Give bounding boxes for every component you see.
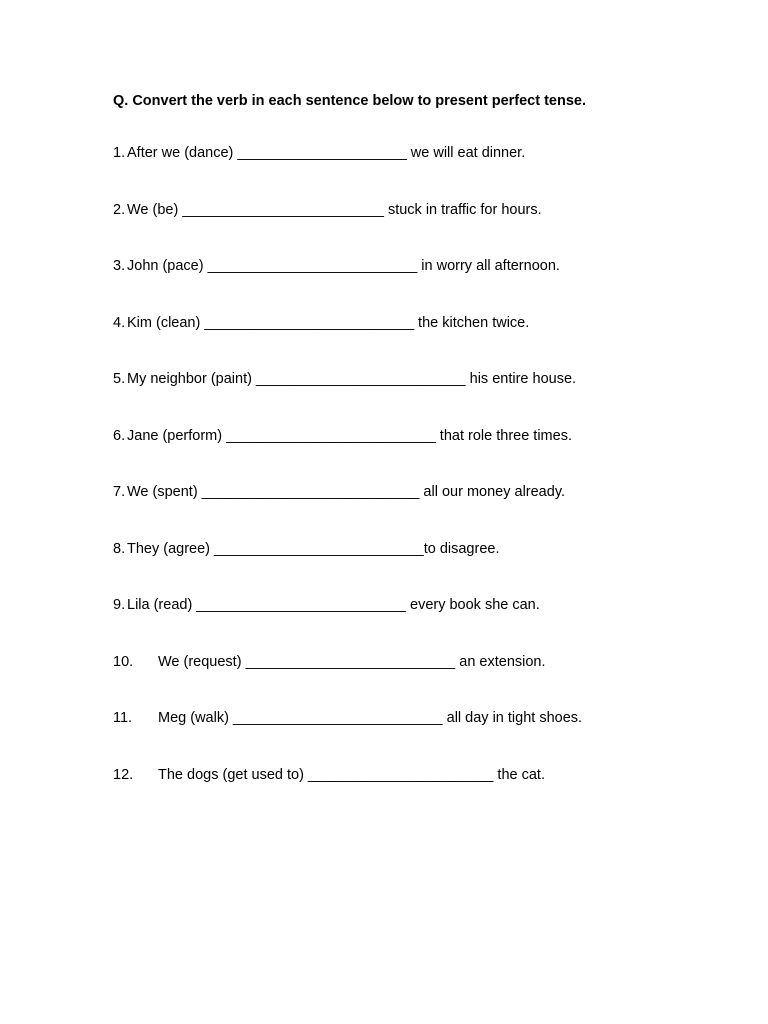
exercise-item — [113, 766, 582, 823]
item-sentence: The dogs (get used to) _______________________ the cat. — [158, 766, 545, 783]
exercise-item — [113, 540, 582, 597]
item-sentence: My neighbor (paint) __________________________ his entire house. — [127, 371, 577, 387]
item-sentence: Lila (read) __________________________ every book she can. — [127, 597, 540, 613]
item-number: 1. — [113, 145, 126, 161]
item-sentence: We (be) _________________________ stuck in traffic for hours. — [127, 201, 542, 218]
exercise-item — [113, 201, 582, 258]
exercise-list — [113, 144, 582, 822]
item-number: 12. — [113, 766, 134, 783]
item-sentence: Kim (clean) __________________________ the kitchen twice. — [127, 314, 530, 331]
exercise-item — [113, 427, 582, 484]
item-number: 6. — [113, 427, 126, 444]
exercise-item — [113, 653, 582, 710]
item-number: 11. — [113, 710, 133, 726]
item-number: 9. — [113, 597, 126, 613]
item-number: 8. — [113, 540, 126, 557]
item-sentence: We (request) __________________________ an extension. — [158, 653, 546, 670]
item-sentence: John (pace) __________________________ in worry all afternoon. — [127, 258, 560, 274]
item-number: 4. — [113, 314, 126, 331]
item-number: 2. — [113, 201, 126, 218]
item-sentence: We (spent) ___________________________ all our money already. — [127, 484, 566, 500]
item-number: 10. — [113, 653, 134, 670]
question-heading: Q. Convert the verb in each sentence below to present perfect tense. — [113, 93, 586, 109]
item-sentence: Jane (perform) __________________________ that role three times. — [127, 427, 572, 444]
item-sentence: After we (dance) _____________________ we will eat dinner. — [127, 145, 526, 161]
exercise-item — [113, 144, 582, 201]
exercise-item — [113, 257, 582, 314]
item-sentence: They (agree) __________________________to disagree. — [127, 540, 500, 557]
exercise-item — [113, 370, 582, 427]
exercise-item — [113, 709, 582, 766]
exercise-item — [113, 314, 582, 371]
item-number: 3. — [113, 258, 126, 274]
item-number: 5. — [113, 371, 126, 387]
exercise-item — [113, 596, 582, 653]
item-sentence: Meg (walk) __________________________ all day in tight shoes. — [158, 710, 583, 726]
exercise-item — [113, 483, 582, 540]
item-number: 7. — [113, 484, 126, 500]
